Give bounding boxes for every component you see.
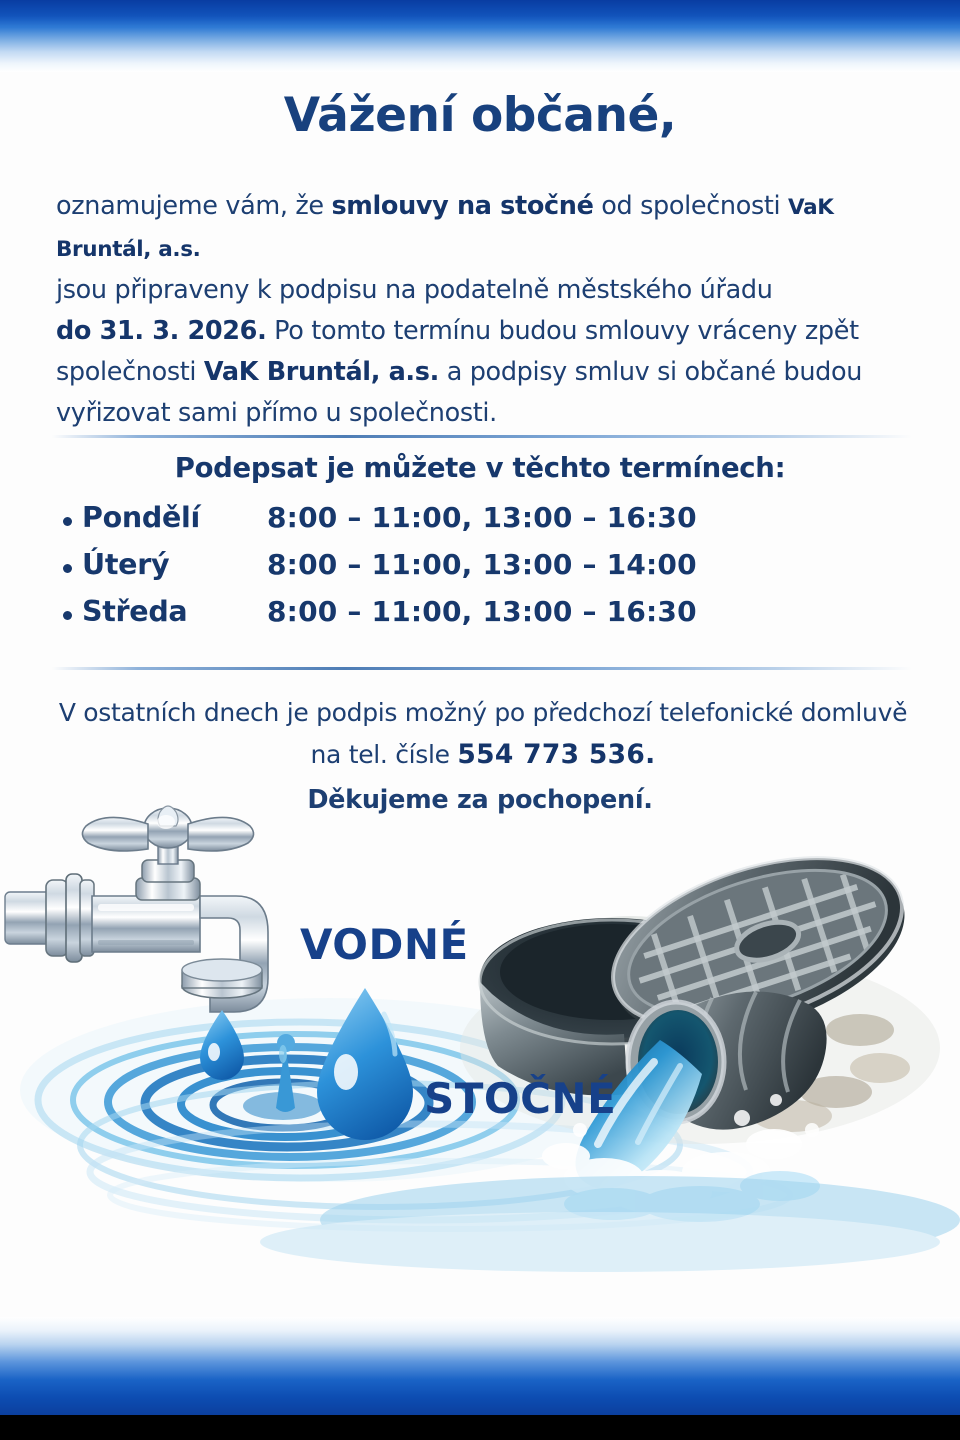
thanks-line: Děkujeme za pochopení. — [307, 785, 653, 815]
label-vodne: VODNÉ — [300, 920, 469, 969]
intro-emphasis-contracts: smlouvy na stočné — [331, 191, 594, 221]
list-item — [60, 498, 940, 545]
schedule-heading: Podepsat je můžete v těchto termínech: — [174, 452, 786, 484]
contact-note — [50, 692, 916, 776]
intro-line3-rest: Po tomto termínu budou smlouvy vráceny zpět — [266, 316, 859, 346]
contact-note-prefix: na tel. čísle — [310, 740, 458, 769]
page-title: Vážení občané, — [283, 88, 677, 143]
intro-deadline: do 31. 3. 2026. — [56, 316, 267, 346]
schedule-list — [60, 498, 940, 639]
schedule-hours: 8:00 – 11:00, 13:00 – 16:30 — [267, 501, 697, 534]
intro-company-1: VaK Bruntál, a.s. — [56, 195, 834, 262]
schedule-hours: 8:00 – 11:00, 13:00 – 14:00 — [267, 548, 697, 581]
bullet-icon — [63, 517, 72, 526]
schedule-day: Středa — [82, 595, 188, 628]
intro-line4-part1: společnosti — [56, 357, 204, 387]
phone-number: 554 773 536. — [457, 739, 656, 770]
intro-line2: jsou připraveny k podpisu na podatelně městského úřadu — [56, 275, 773, 305]
list-item — [60, 592, 940, 639]
intro-line1-part1: oznamujeme vám, že — [56, 191, 332, 221]
intro-company-2: VaK Bruntál, a.s. — [203, 357, 439, 387]
intro-line5: vyřizovat sami přímo u společnosti. — [56, 398, 497, 428]
label-stocne: STOČNÉ — [424, 1074, 617, 1123]
intro-line1-part3: od společnosti — [593, 191, 789, 221]
intro-line4-rest: a podpisy smluv si občané budou — [438, 357, 863, 387]
list-item — [60, 545, 940, 592]
schedule-day: Pondělí — [82, 501, 200, 534]
schedule-day: Úterý — [82, 548, 170, 581]
schedule-hours: 8:00 – 11:00, 13:00 – 16:30 — [267, 595, 697, 628]
contact-note-line1: V ostatních dnech je podpis možný po předchozí telefonické domluvě — [58, 698, 908, 727]
divider-top — [52, 435, 912, 438]
intro-paragraph — [56, 186, 916, 434]
bullet-icon — [63, 611, 72, 620]
bullet-icon — [63, 564, 72, 573]
divider-bottom — [52, 667, 912, 670]
